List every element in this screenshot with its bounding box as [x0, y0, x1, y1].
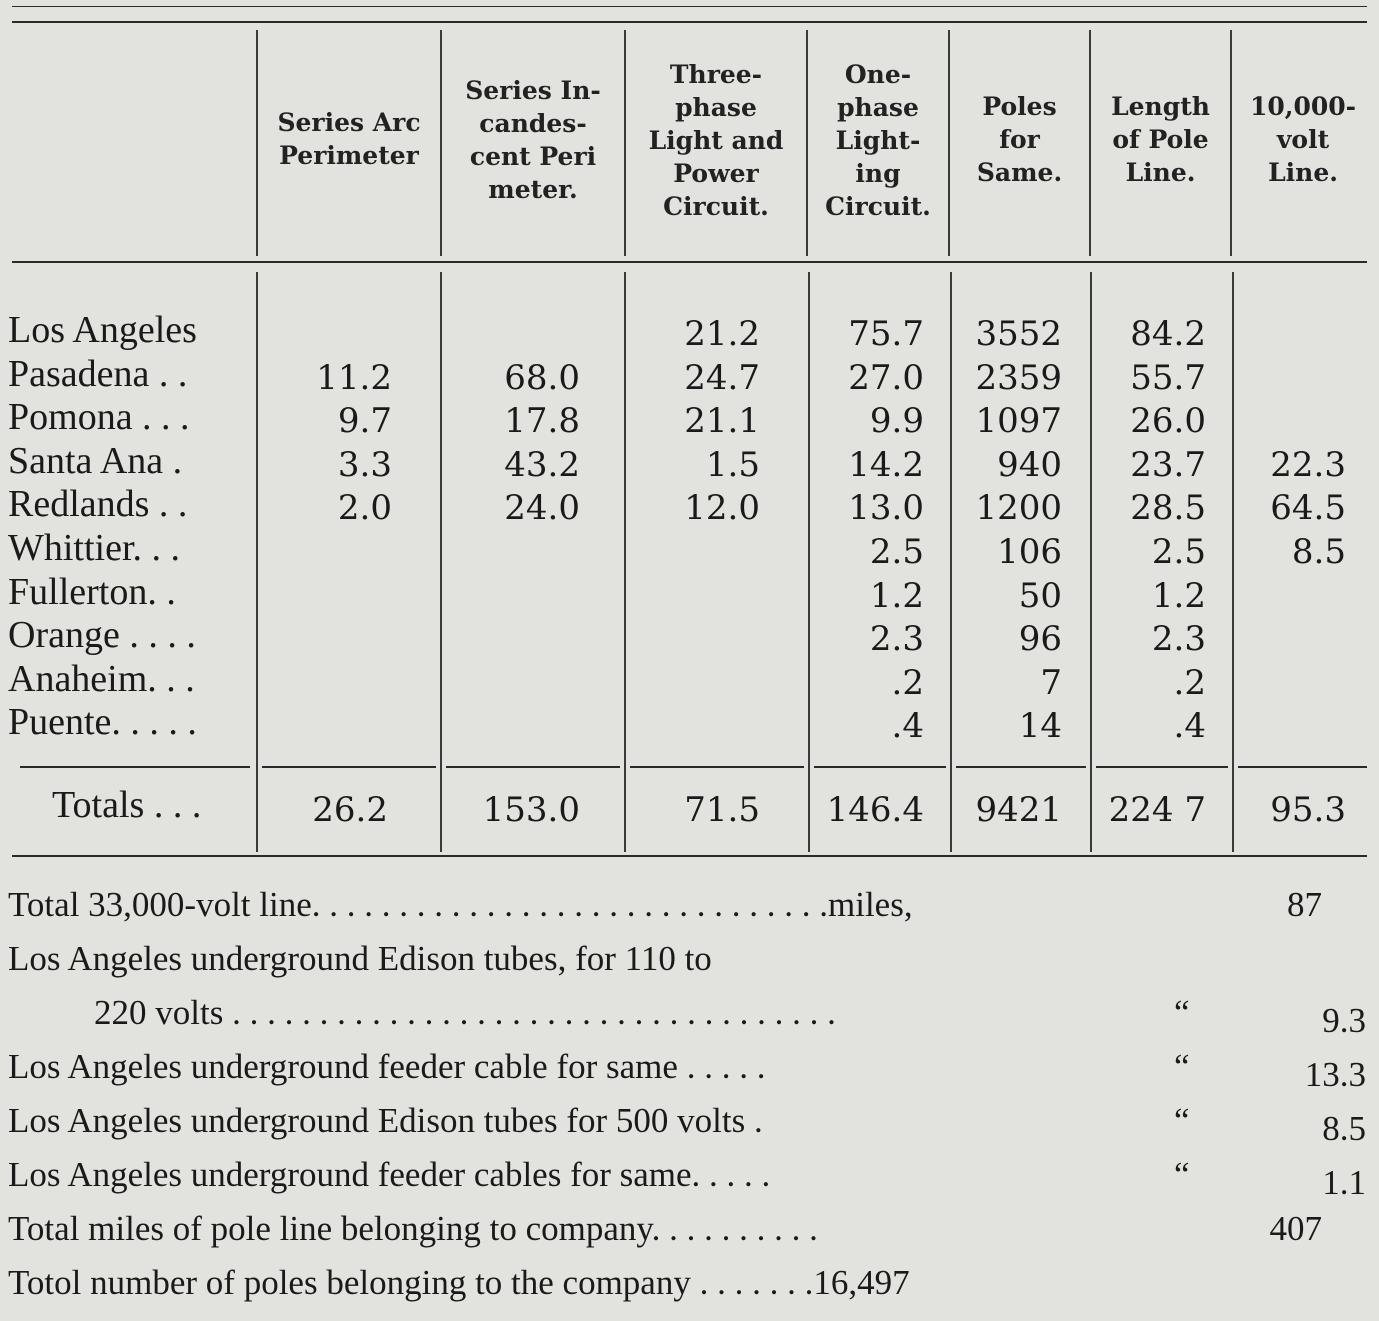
row-poles-value: 7 [1040, 663, 1062, 703]
totals-arc: 26.2 [312, 790, 388, 830]
top-rule-heavy [12, 21, 1367, 23]
row-one-value: 13.0 [848, 488, 924, 528]
row-town: Pomona . . . [8, 396, 190, 438]
summary-line-value: 8.5 [1322, 1109, 1366, 1148]
summary-ditto-mark: “ [1174, 1047, 1190, 1086]
row-town: Whittier. . . [8, 527, 181, 569]
totals-rule [1096, 766, 1228, 768]
totals-poles: 9421 [975, 790, 1062, 830]
row-length-value: 2.3 [1151, 619, 1206, 659]
row-poles-value: 106 [997, 532, 1062, 572]
row-town: Puente. . . . . [8, 701, 197, 743]
header-rule [12, 261, 1367, 263]
header-length: Length of Pole Line. [1111, 92, 1210, 187]
summary-line-text: Los Angeles underground feeder cable for same . . . . . [8, 1047, 766, 1086]
row-one-value: 9.9 [869, 401, 924, 441]
summary-line-text: Total 33,000-volt line. . . . . . . . . . . . . . . . . . . . . . . . . . . . . .miles, [8, 885, 913, 924]
row-one-value: 75.7 [848, 314, 924, 354]
row-one-value: .2 [891, 663, 924, 703]
row-poles-value: 1097 [975, 401, 1062, 441]
totals-volt: 95.3 [1270, 790, 1346, 830]
row-volt-value: 8.5 [1291, 532, 1346, 572]
header-poles: Poles for Same. [976, 92, 1063, 187]
summary-line-text: Totol number of poles belonging to the company . . . . . . .16,497 [8, 1263, 910, 1302]
row-poles-value: 2359 [975, 358, 1062, 398]
totals-inc: 153.0 [482, 790, 580, 830]
row-one-value: 14.2 [848, 445, 924, 485]
row-arc-value: 2.0 [337, 488, 392, 528]
row-length-value: 1.2 [1151, 576, 1206, 616]
row-poles-value: 96 [1018, 619, 1062, 659]
top-rule [12, 6, 1367, 7]
header-volt-line: 10,000- volt Line. [1249, 92, 1357, 187]
row-length-value: 84.2 [1130, 314, 1206, 354]
summary-line-value: 13.3 [1304, 1055, 1366, 1094]
totals-one: 146.4 [826, 790, 924, 830]
row-one-value: 2.3 [869, 619, 924, 659]
row-arc-value: 3.3 [337, 445, 392, 485]
row-poles-value: 3552 [975, 314, 1062, 354]
row-inc-value: 17.8 [504, 401, 580, 441]
row-length-value: 23.7 [1130, 445, 1206, 485]
summary-ditto-mark: “ [1174, 1101, 1190, 1140]
totals-rule [630, 766, 804, 768]
row-town: Redlands . . [8, 483, 188, 525]
totals-three: 71.5 [684, 790, 760, 830]
row-length-value: 28.5 [1130, 488, 1206, 528]
row-town: Fullerton. . [8, 571, 176, 613]
row-town: Anaheim. . . [8, 658, 195, 700]
row-one-value: 1.2 [869, 576, 924, 616]
row-length-value: 26.0 [1130, 401, 1206, 441]
row-volt-value: 64.5 [1270, 488, 1346, 528]
row-three-value: 21.1 [684, 401, 760, 441]
row-length-value: .4 [1173, 706, 1206, 746]
summary-line-value: 1.1 [1322, 1163, 1366, 1202]
table-bottom-rule [12, 855, 1367, 857]
summary-line-value: 9.3 [1322, 1001, 1366, 1040]
totals-rule [1238, 766, 1367, 768]
row-volt-value: 22.3 [1270, 445, 1346, 485]
header-one-phase: One- phase Light- ing Circuit. [825, 60, 931, 221]
summary-line-value: 407 [1269, 1209, 1322, 1248]
row-three-value: 12.0 [684, 488, 760, 528]
row-inc-value: 43.2 [504, 445, 580, 485]
summary-line-text: 220 volts . . . . . . . . . . . . . . . . . . . . . . . . . . . . . . . . . . . [94, 993, 836, 1032]
totals-rule [262, 766, 436, 768]
summary-ditto-mark: “ [1174, 993, 1190, 1032]
summary-line-text: Los Angeles underground Edison tubes, for 110 to [8, 939, 712, 978]
row-one-value: .4 [891, 706, 924, 746]
row-length-value: .2 [1173, 663, 1206, 703]
row-town: Los Angeles [8, 309, 197, 351]
totals-rule [20, 766, 250, 768]
totals-rule [814, 766, 946, 768]
row-town: Santa Ana . [8, 440, 183, 482]
row-one-value: 2.5 [869, 532, 924, 572]
row-arc-value: 9.7 [337, 401, 392, 441]
summary-ditto-mark: “ [1174, 1155, 1190, 1194]
header-three-phase: Three- phase Light and Power Circuit. [648, 60, 784, 221]
totals-rule [446, 766, 620, 768]
row-one-value: 27.0 [848, 358, 924, 398]
row-three-value: 1.5 [705, 445, 760, 485]
header-series-arc: Series Arc Perimeter [277, 108, 421, 170]
totals-length: 224 7 [1108, 790, 1206, 830]
summary-line-text: Total miles of pole line belonging to company. . . . . . . . . . [8, 1209, 818, 1248]
row-poles-value: 14 [1018, 706, 1062, 746]
row-town: Orange . . . . [8, 614, 196, 656]
row-length-value: 2.5 [1151, 532, 1206, 572]
header-series-incandescent: Series In- candes- cent Peri meter. [465, 76, 601, 204]
row-inc-value: 68.0 [504, 358, 580, 398]
row-town: Pasadena . . [8, 353, 188, 395]
row-poles-value: 50 [1018, 576, 1062, 616]
summary-line-text: Los Angeles underground Edison tubes for 500 volts . [8, 1101, 763, 1140]
summary-line-value: 87 [1287, 885, 1322, 924]
row-inc-value: 24.0 [504, 488, 580, 528]
summary-line-text: Los Angeles underground feeder cables for same. . . . . [8, 1155, 771, 1194]
row-length-value: 55.7 [1130, 358, 1206, 398]
row-poles-value: 940 [997, 445, 1062, 485]
row-arc-value: 11.2 [316, 358, 392, 398]
row-three-value: 24.7 [684, 358, 760, 398]
row-three-value: 21.2 [684, 314, 760, 354]
totals-rule [956, 766, 1086, 768]
totals-label: Totals . . . [52, 784, 202, 826]
row-poles-value: 1200 [975, 488, 1062, 528]
